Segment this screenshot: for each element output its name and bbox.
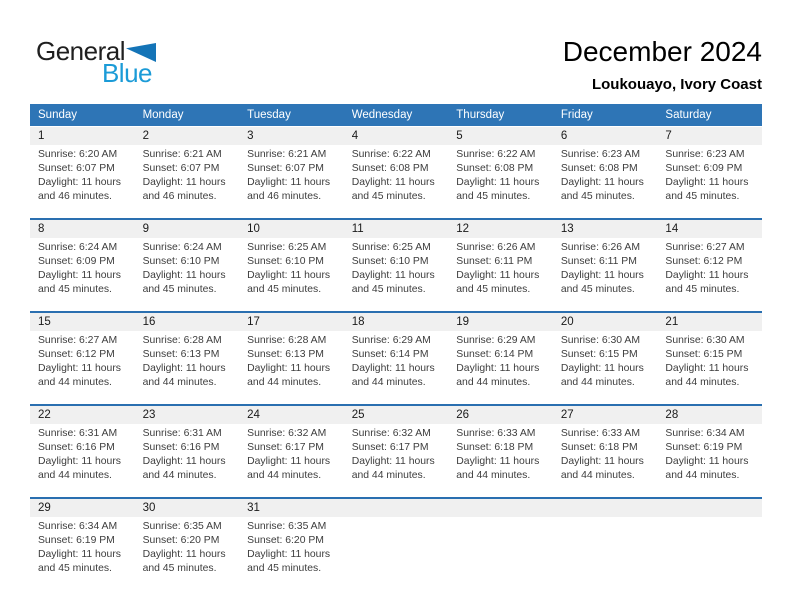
sunset-line: Sunset: 6:12 PM xyxy=(665,256,743,267)
sunrise-line: Sunrise: 6:26 AM xyxy=(456,242,536,253)
day-header-wednesday: Wednesday xyxy=(351,109,413,121)
sunrise-line: Sunrise: 6:26 AM xyxy=(560,242,640,253)
daylight-line-1: Daylight: 11 hours xyxy=(560,363,644,374)
sunrise-line: Sunrise: 6:34 AM xyxy=(665,428,745,439)
title-block xyxy=(563,36,762,93)
daylight-line-2: and 44 minutes. xyxy=(456,470,531,481)
sunrise-line: Sunrise: 6:31 AM xyxy=(142,428,222,439)
day-number-11: 11 xyxy=(351,223,364,235)
calendar-body xyxy=(30,127,762,590)
sunset-line: Sunset: 6:17 PM xyxy=(351,442,429,453)
day-header-tuesday: Tuesday xyxy=(247,109,291,121)
daylight-line-1: Daylight: 11 hours xyxy=(38,549,121,560)
daylight-line-2: and 45 minutes. xyxy=(456,284,531,295)
day-number-3: 3 xyxy=(247,130,254,142)
sunrise-line: Sunrise: 6:24 AM xyxy=(38,242,118,253)
sunrise-line: Sunrise: 6:25 AM xyxy=(247,242,327,253)
sunrise-line: Sunrise: 6:32 AM xyxy=(247,428,327,439)
daylight-line-1: Daylight: 11 hours xyxy=(247,270,331,281)
day-number-4: 4 xyxy=(351,130,359,142)
day-number-24: 24 xyxy=(247,409,260,421)
day-number-13: 13 xyxy=(560,223,574,235)
day-details-19 xyxy=(448,331,553,404)
day-number-17: 17 xyxy=(247,316,260,328)
day-number-28: 28 xyxy=(665,409,679,421)
sunset-line: Sunset: 6:11 PM xyxy=(456,256,533,267)
sunrise-line: Sunrise: 6:25 AM xyxy=(351,242,431,253)
sunset-line: Sunset: 6:08 PM xyxy=(351,163,429,174)
daylight-line-1: Daylight: 11 hours xyxy=(456,363,540,374)
daylight-line-2: and 46 minutes. xyxy=(142,191,217,202)
day-number-19: 19 xyxy=(456,316,470,328)
day-details-13 xyxy=(553,238,658,311)
daylight-line-1: Daylight: 11 hours xyxy=(560,456,644,467)
day-details-17 xyxy=(239,331,344,404)
daylight-line-1: Daylight: 11 hours xyxy=(142,549,226,560)
general-blue-logo xyxy=(36,38,156,86)
day-details-31 xyxy=(239,517,344,590)
sunrise-line: Sunrise: 6:34 AM xyxy=(38,521,118,532)
logo-text-general: General xyxy=(36,36,125,66)
day-number-20: 20 xyxy=(560,316,574,328)
day-details-15 xyxy=(30,331,135,404)
day-number-15: 15 xyxy=(38,316,51,328)
sunrise-line: Sunrise: 6:24 AM xyxy=(142,242,222,253)
week-row-4 xyxy=(30,404,762,497)
sunrise-line: Sunrise: 6:22 AM xyxy=(351,149,431,160)
daylight-line-2: and 45 minutes. xyxy=(456,191,531,202)
day-details-7 xyxy=(657,145,762,218)
sunset-line: Sunset: 6:19 PM xyxy=(38,535,115,546)
sunrise-line: Sunrise: 6:21 AM xyxy=(142,149,222,160)
day-details-1 xyxy=(30,145,135,218)
sunset-line: Sunset: 6:14 PM xyxy=(351,349,429,360)
sunset-line: Sunset: 6:16 PM xyxy=(142,442,220,453)
empty-day-cell xyxy=(344,499,449,517)
day-number-16: 16 xyxy=(142,316,156,328)
sunrise-line: Sunrise: 6:27 AM xyxy=(665,242,745,253)
day-details-5 xyxy=(448,145,553,218)
daylight-line-1: Daylight: 11 hours xyxy=(456,177,540,188)
page-title: December 2024 xyxy=(562,36,762,67)
day-header-saturday: Saturday xyxy=(665,109,712,121)
day-details-26 xyxy=(448,424,553,497)
sunrise-line: Sunrise: 6:29 AM xyxy=(351,335,431,346)
sunset-line: Sunset: 6:10 PM xyxy=(247,256,324,267)
sunset-line: Sunset: 6:07 PM xyxy=(38,163,115,174)
daylight-line-2: and 45 minutes. xyxy=(351,284,426,295)
day-header-thursday: Thursday xyxy=(456,109,505,121)
sunrise-line: Sunrise: 6:28 AM xyxy=(247,335,327,346)
sunset-line: Sunset: 6:16 PM xyxy=(38,442,115,453)
day-number-14: 14 xyxy=(665,223,679,235)
daylight-line-1: Daylight: 11 hours xyxy=(142,270,226,281)
daylight-line-1: Daylight: 11 hours xyxy=(351,456,435,467)
sunrise-line: Sunrise: 6:33 AM xyxy=(560,428,640,439)
day-details-22 xyxy=(30,424,135,497)
week-row-1 xyxy=(30,127,762,218)
calendar xyxy=(30,104,762,590)
daylight-line-2: and 44 minutes. xyxy=(142,470,217,481)
day-number-1: 1 xyxy=(38,130,45,142)
daylight-line-1: Daylight: 11 hours xyxy=(247,177,331,188)
day-details-10 xyxy=(239,238,344,311)
sunrise-line: Sunrise: 6:30 AM xyxy=(665,335,745,346)
sunrise-line: Sunrise: 6:35 AM xyxy=(142,521,222,532)
sunset-line: Sunset: 6:19 PM xyxy=(665,442,743,453)
sunset-line: Sunset: 6:09 PM xyxy=(38,256,115,267)
day-number-21: 21 xyxy=(665,316,679,328)
sunset-line: Sunset: 6:07 PM xyxy=(247,163,324,174)
sunset-line: Sunset: 6:09 PM xyxy=(665,163,743,174)
day-details-20 xyxy=(553,331,658,404)
daylight-line-2: and 45 minutes. xyxy=(38,284,112,295)
empty-day-cell xyxy=(657,517,762,590)
sunset-line: Sunset: 6:18 PM xyxy=(456,442,534,453)
day-details-6 xyxy=(553,145,658,218)
sunrise-line: Sunrise: 6:32 AM xyxy=(351,428,431,439)
daylight-line-2: and 44 minutes. xyxy=(560,470,635,481)
week-row-2 xyxy=(30,218,762,311)
day-number-31: 31 xyxy=(247,502,260,514)
sunrise-line: Sunrise: 6:28 AM xyxy=(142,335,222,346)
day-header-monday: Monday xyxy=(142,109,184,121)
daylight-line-2: and 46 minutes. xyxy=(38,191,112,202)
daylight-line-2: and 44 minutes. xyxy=(351,470,426,481)
sunset-line: Sunset: 6:08 PM xyxy=(456,163,534,174)
sunrise-line: Sunrise: 6:31 AM xyxy=(38,428,118,439)
daylight-line-2: and 45 minutes. xyxy=(351,191,426,202)
daylight-line-1: Daylight: 11 hours xyxy=(247,549,331,560)
day-number-29: 29 xyxy=(38,502,51,514)
sunset-line: Sunset: 6:08 PM xyxy=(560,163,638,174)
daylight-line-2: and 44 minutes. xyxy=(142,377,217,388)
day-details-14 xyxy=(657,238,762,311)
daylight-line-1: Daylight: 11 hours xyxy=(560,270,644,281)
empty-day-cell xyxy=(344,517,449,590)
daylight-line-1: Daylight: 11 hours xyxy=(665,363,749,374)
week-row-5 xyxy=(30,497,762,590)
daylight-line-2: and 44 minutes. xyxy=(38,470,112,481)
day-number-26: 26 xyxy=(456,409,470,421)
daylight-line-2: and 45 minutes. xyxy=(247,284,322,295)
day-number-23: 23 xyxy=(142,409,156,421)
sunrise-line: Sunrise: 6:22 AM xyxy=(456,149,536,160)
daylight-line-1: Daylight: 11 hours xyxy=(247,363,331,374)
day-number-6: 6 xyxy=(560,130,568,142)
daylight-line-1: Daylight: 11 hours xyxy=(38,177,121,188)
logo-text-blue: Blue xyxy=(101,58,152,88)
day-details-16 xyxy=(135,331,240,404)
sunset-line: Sunset: 6:10 PM xyxy=(142,256,220,267)
sunset-line: Sunset: 6:13 PM xyxy=(142,349,220,360)
daylight-line-1: Daylight: 11 hours xyxy=(456,270,540,281)
daylight-line-2: and 45 minutes. xyxy=(560,284,635,295)
week-row-3 xyxy=(30,311,762,404)
day-number-25: 25 xyxy=(351,409,365,421)
daylight-line-2: and 44 minutes. xyxy=(247,470,322,481)
daylight-line-2: and 45 minutes. xyxy=(560,191,635,202)
daylight-line-2: and 45 minutes. xyxy=(247,563,322,574)
sunrise-line: Sunrise: 6:23 AM xyxy=(665,149,745,160)
day-details-21 xyxy=(657,331,762,404)
empty-day-cell xyxy=(448,499,553,517)
day-details-29 xyxy=(30,517,135,590)
sunrise-line: Sunrise: 6:33 AM xyxy=(456,428,536,439)
sunrise-line: Sunrise: 6:30 AM xyxy=(560,335,640,346)
day-number-30: 30 xyxy=(142,502,156,514)
day-details-4 xyxy=(344,145,449,218)
sunrise-line: Sunrise: 6:20 AM xyxy=(38,149,118,160)
sunset-line: Sunset: 6:14 PM xyxy=(456,349,534,360)
day-number-7: 7 xyxy=(665,130,672,142)
empty-day-cell xyxy=(553,517,658,590)
daylight-line-1: Daylight: 11 hours xyxy=(38,270,121,281)
day-number-27: 27 xyxy=(560,409,574,421)
day-number-18: 18 xyxy=(351,316,365,328)
sunrise-line: Sunrise: 6:27 AM xyxy=(38,335,118,346)
calendar-header-row xyxy=(30,104,762,126)
daylight-line-2: and 44 minutes. xyxy=(351,377,426,388)
daylight-line-2: and 44 minutes. xyxy=(665,377,740,388)
day-details-2 xyxy=(135,145,240,218)
sunset-line: Sunset: 6:07 PM xyxy=(142,163,220,174)
sunrise-line: Sunrise: 6:21 AM xyxy=(247,149,327,160)
sunrise-line: Sunrise: 6:35 AM xyxy=(247,521,327,532)
daylight-line-1: Daylight: 11 hours xyxy=(665,456,749,467)
daylight-line-2: and 45 minutes. xyxy=(38,563,112,574)
day-number-12: 12 xyxy=(456,223,470,235)
sunset-line: Sunset: 6:13 PM xyxy=(247,349,324,360)
day-details-25 xyxy=(344,424,449,497)
daylight-line-2: and 44 minutes. xyxy=(456,377,531,388)
sunset-line: Sunset: 6:15 PM xyxy=(560,349,638,360)
empty-day-cell xyxy=(657,499,762,517)
day-details-8 xyxy=(30,238,135,311)
sunset-line: Sunset: 6:15 PM xyxy=(665,349,743,360)
day-details-23 xyxy=(135,424,240,497)
daylight-line-1: Daylight: 11 hours xyxy=(560,177,644,188)
empty-day-cell xyxy=(448,517,553,590)
daylight-line-2: and 44 minutes. xyxy=(38,377,112,388)
day-number-9: 9 xyxy=(142,223,149,235)
day-details-27 xyxy=(553,424,658,497)
day-details-12 xyxy=(448,238,553,311)
day-details-3 xyxy=(239,145,344,218)
day-header-friday: Friday xyxy=(560,109,593,121)
empty-day-cell xyxy=(553,499,658,517)
day-details-28 xyxy=(657,424,762,497)
daylight-line-2: and 45 minutes. xyxy=(142,284,217,295)
daylight-line-1: Daylight: 11 hours xyxy=(142,177,226,188)
sunset-line: Sunset: 6:20 PM xyxy=(142,535,220,546)
day-header-sunday: Sunday xyxy=(38,109,78,121)
sunrise-line: Sunrise: 6:23 AM xyxy=(560,149,640,160)
day-number-22: 22 xyxy=(38,409,51,421)
daylight-line-2: and 44 minutes. xyxy=(665,470,740,481)
day-number-2: 2 xyxy=(142,130,149,142)
daylight-line-1: Daylight: 11 hours xyxy=(351,177,435,188)
daylight-line-1: Daylight: 11 hours xyxy=(247,456,331,467)
daylight-line-1: Daylight: 11 hours xyxy=(665,177,749,188)
daylight-line-1: Daylight: 11 hours xyxy=(456,456,540,467)
day-details-18 xyxy=(344,331,449,404)
page-subtitle: Loukouayo, Ivory Coast xyxy=(591,76,762,93)
daylight-line-1: Daylight: 11 hours xyxy=(351,363,435,374)
daylight-line-2: and 45 minutes. xyxy=(665,284,740,295)
sunset-line: Sunset: 6:17 PM xyxy=(247,442,324,453)
sunset-line: Sunset: 6:18 PM xyxy=(560,442,638,453)
daylight-line-2: and 46 minutes. xyxy=(247,191,322,202)
sunset-line: Sunset: 6:11 PM xyxy=(560,256,637,267)
daylight-line-2: and 44 minutes. xyxy=(560,377,635,388)
day-number-8: 8 xyxy=(38,223,45,235)
daylight-line-2: and 45 minutes. xyxy=(665,191,740,202)
day-number-5: 5 xyxy=(456,130,463,142)
day-details-11 xyxy=(344,238,449,311)
daylight-line-1: Daylight: 11 hours xyxy=(351,270,435,281)
daylight-line-1: Daylight: 11 hours xyxy=(142,363,226,374)
sunset-line: Sunset: 6:10 PM xyxy=(351,256,429,267)
sunset-line: Sunset: 6:20 PM xyxy=(247,535,324,546)
day-number-10: 10 xyxy=(247,223,260,235)
daylight-line-1: Daylight: 11 hours xyxy=(38,456,121,467)
day-details-9 xyxy=(135,238,240,311)
day-details-30 xyxy=(135,517,240,590)
daylight-line-2: and 44 minutes. xyxy=(247,377,322,388)
daylight-line-1: Daylight: 11 hours xyxy=(665,270,749,281)
day-details-24 xyxy=(239,424,344,497)
sunrise-line: Sunrise: 6:29 AM xyxy=(456,335,536,346)
daylight-line-2: and 45 minutes. xyxy=(142,563,217,574)
sunset-line: Sunset: 6:12 PM xyxy=(38,349,115,360)
daylight-line-1: Daylight: 11 hours xyxy=(38,363,121,374)
daylight-line-1: Daylight: 11 hours xyxy=(142,456,226,467)
